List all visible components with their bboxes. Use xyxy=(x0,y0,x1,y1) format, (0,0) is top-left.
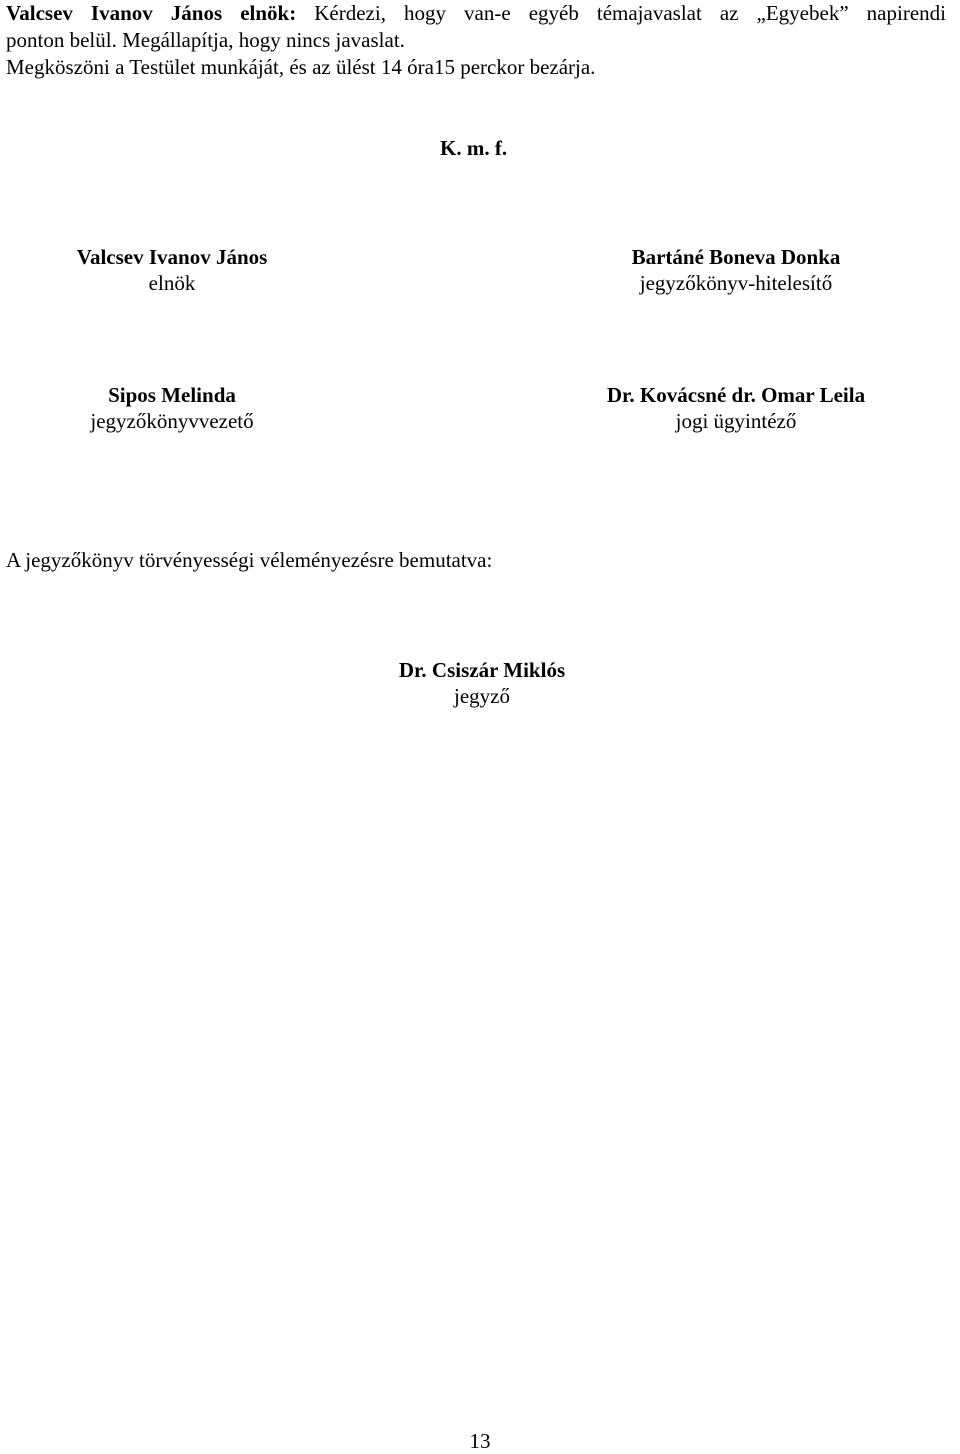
closing-line-1 xyxy=(6,0,946,26)
signature-role: jegyzőkönyv-hitelesítő xyxy=(639,271,833,295)
signature-legal xyxy=(570,382,902,434)
speaker-label: Valcsev Ivanov János elnök: xyxy=(6,1,297,25)
signature-chair xyxy=(0,244,344,296)
signature-role: jegyzőkönyvvezető xyxy=(90,409,254,433)
signature-name: Dr. Kovácsné dr. Omar Leila xyxy=(606,383,866,407)
signature-name: Sipos Melinda xyxy=(108,383,236,407)
signature-role: jegyző xyxy=(454,684,510,708)
page-number: 13 xyxy=(469,1429,491,1453)
signature-name: Dr. Csiszár Miklós xyxy=(398,658,566,682)
signature-name: Valcsev Ivanov János xyxy=(76,245,268,269)
closing-line-3: Megköszöni a Testület munkáját, és az ülést 14 óra15 perckor bezárja. xyxy=(6,55,596,79)
signature-role: jogi ügyintéző xyxy=(675,409,797,433)
closing-line-2: ponton belül. Megállapítja, hogy nincs javaslat. xyxy=(6,28,405,52)
kmf-mark: K. m. f. xyxy=(440,136,508,160)
signature-recorder xyxy=(0,382,344,434)
signature-notary xyxy=(0,657,960,709)
closing-text-1: Kérdezi, hogy van-e egyéb témajavaslat az „Egyebek” napirendi xyxy=(314,1,946,25)
signature-role: elnök xyxy=(148,271,196,295)
signature-name: Bartáné Boneva Donka xyxy=(631,245,841,269)
submission-note: A jegyzőkönyv törvényességi véleményezésre bemutatva: xyxy=(6,548,493,572)
signature-authenticator xyxy=(570,244,902,296)
